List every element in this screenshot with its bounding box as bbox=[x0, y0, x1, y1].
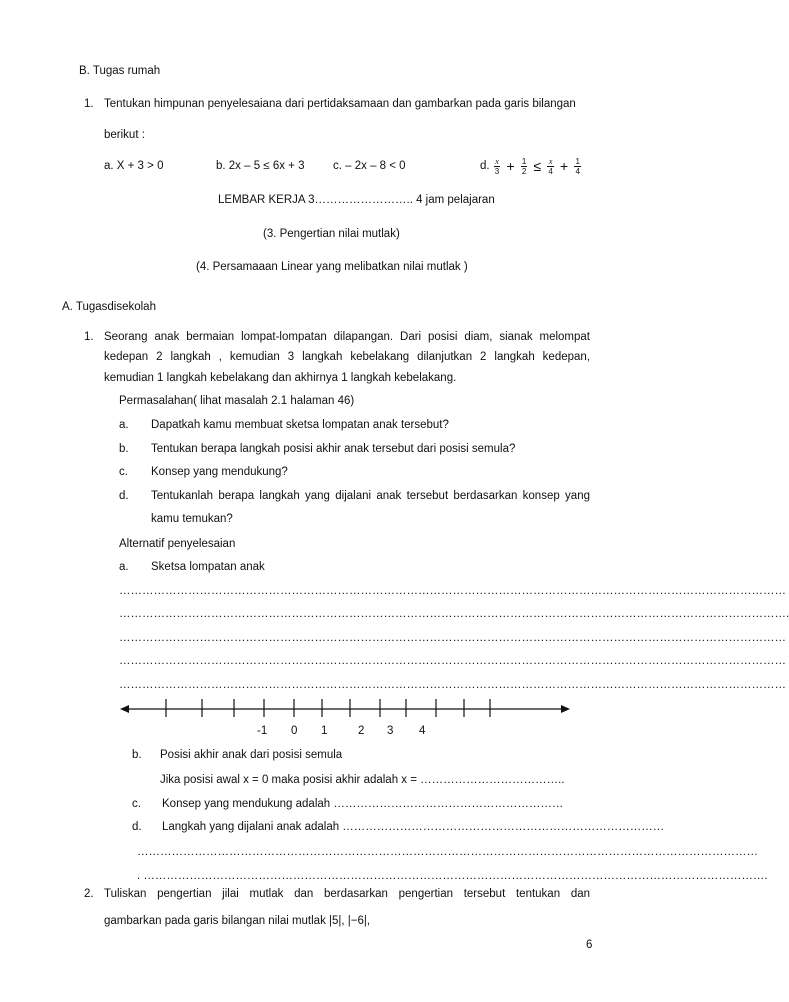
fraction bbox=[547, 157, 553, 176]
answer-dotted-line[interactable]: ………………………………………………………………………………………………………………………………………………………… bbox=[119, 655, 786, 667]
section-a-heading: A. Tugasdisekolah bbox=[62, 301, 156, 313]
task-text: Dapatkah kamu membuat sketsa lompatan anak tersebut? bbox=[151, 419, 449, 431]
task-text: Tentukan berapa langkah posisi akhir anak tersebut dari posisi semula? bbox=[151, 443, 516, 455]
numerator: x bbox=[495, 156, 499, 166]
question-text: gambarkan pada garis bilangan nilai mutlak |5|, |−6|, bbox=[104, 915, 371, 927]
answer-dotted-line[interactable]: ……………………………………………………………………………………………………………………………………………… bbox=[137, 846, 758, 858]
alternative-heading: Alternatif penyelesaian bbox=[119, 538, 236, 550]
inequality-d bbox=[480, 152, 582, 180]
worksheet-subtitle: (3. Pengertian nilai mutlak) bbox=[263, 228, 400, 240]
worksheet-subtitle: (4. Persamaaan Linear yang melibatkan nilai mutlak ) bbox=[196, 261, 468, 273]
left-arrow-icon bbox=[120, 705, 129, 713]
question-number: 2. bbox=[84, 888, 94, 900]
fraction bbox=[574, 157, 580, 176]
answer-letter: b. bbox=[132, 749, 142, 761]
task-letter: c. bbox=[119, 466, 128, 478]
question-text: Seorang anak bermaian lompat-lompatan dilapangan. Dari posisi diam, sianak melompat bbox=[104, 331, 590, 343]
number-line-ticks bbox=[166, 699, 490, 717]
numerator: 1 bbox=[521, 156, 527, 166]
number-line-label: 0 bbox=[291, 725, 298, 737]
section-b-heading: B. Tugas rumah bbox=[79, 65, 161, 77]
answer-text: Sketsa lompatan anak bbox=[151, 561, 265, 573]
number-line-label: 4 bbox=[419, 725, 426, 737]
question-number: 1. bbox=[84, 98, 94, 110]
numerator: x bbox=[548, 156, 553, 166]
answer-fill-line[interactable]: Jika posisi awal x = 0 maka posisi akhir adalah x = ……………………………….. bbox=[160, 774, 565, 786]
worksheet-title: LEMBAR KERJA 3…………………….. 4 jam pelajaran bbox=[218, 194, 495, 206]
inequality-b: b. 2x – 5 ≤ 6x + 3 bbox=[216, 160, 305, 172]
number-line-label: -1 bbox=[257, 725, 268, 737]
number-line-label: 3 bbox=[387, 725, 394, 737]
answer-fill-line[interactable]: Langkah yang dijalani anak adalah ………………………………………………………………………… bbox=[162, 821, 665, 833]
problem-reference: Permasalahan( lihat masalah 2.1 halaman 46) bbox=[119, 395, 355, 407]
denominator: 4 bbox=[548, 166, 553, 176]
answer-dotted-line[interactable]: ………………………………………………………………………………………………………………………………………………………… bbox=[119, 632, 786, 644]
denominator: 3 bbox=[494, 166, 500, 176]
task-letter: a. bbox=[119, 419, 129, 431]
answer-letter: d. bbox=[132, 821, 142, 833]
operator: + bbox=[560, 158, 569, 174]
answer-fill-line[interactable]: Konsep yang mendukung adalah …………………………………………………… bbox=[162, 798, 564, 810]
question-text: kemudian 1 langkah kebelakang dan akhirnya 1 langkah kebelakang. bbox=[104, 372, 457, 384]
answer-dotted-line[interactable]: ………………………………………………………………………………………………………………………………………………………… bbox=[119, 679, 786, 691]
question-text: Tentukan himpunan penyelesaiana dari pertidaksamaan dan gambarkan pada garis bilangan bbox=[104, 98, 576, 110]
task-letter: b. bbox=[119, 443, 129, 455]
number-line-label: 2 bbox=[358, 725, 365, 737]
question-text: Tuliskan pengertian jilai mutlak dan berdasarkan pengertian tersebut tentukan dan bbox=[104, 888, 590, 900]
number-line bbox=[118, 695, 572, 725]
item-letter: d. bbox=[480, 160, 490, 173]
denominator: 4 bbox=[575, 166, 580, 176]
task-text: kamu temukan? bbox=[151, 513, 233, 525]
inequality-c: c. – 2x – 8 < 0 bbox=[333, 160, 406, 172]
question-text: kedepan 2 langkah , kemudian 3 langkah kebelakang dilanjutkan 2 langkah kedepan, bbox=[104, 351, 590, 363]
question-text: berikut : bbox=[104, 129, 145, 141]
answer-dotted-line[interactable]: . ………………………………………………………………………………………………………………………………………………. bbox=[137, 870, 768, 882]
page-number: 6 bbox=[586, 939, 593, 951]
denominator: 2 bbox=[521, 166, 527, 176]
operator: + bbox=[506, 158, 515, 174]
fraction bbox=[494, 157, 500, 176]
fraction bbox=[521, 157, 527, 176]
question-number: 1. bbox=[84, 331, 94, 343]
answer-text: Posisi akhir anak dari posisi semula bbox=[160, 749, 343, 761]
task-text: Konsep yang mendukung? bbox=[151, 466, 288, 478]
right-arrow-icon bbox=[561, 705, 570, 713]
answer-dotted-line[interactable]: ………………………………………………………………………………………………………………………………………………………… bbox=[119, 585, 786, 597]
answer-dotted-line[interactable]: …………………………………………………………………………………………………………………………………………………………. bbox=[119, 608, 789, 620]
operator: ≤ bbox=[533, 158, 542, 174]
inequality-a: a. X + 3 > 0 bbox=[104, 160, 164, 172]
task-text: Tentukanlah berapa langkah yang dijalani anak tersebut berdasarkan konsep yang bbox=[151, 490, 590, 502]
task-letter: d. bbox=[119, 490, 129, 502]
numerator: 1 bbox=[575, 156, 580, 166]
answer-letter: c. bbox=[132, 798, 141, 810]
answer-letter: a. bbox=[119, 561, 129, 573]
number-line-label: 1 bbox=[321, 725, 328, 737]
